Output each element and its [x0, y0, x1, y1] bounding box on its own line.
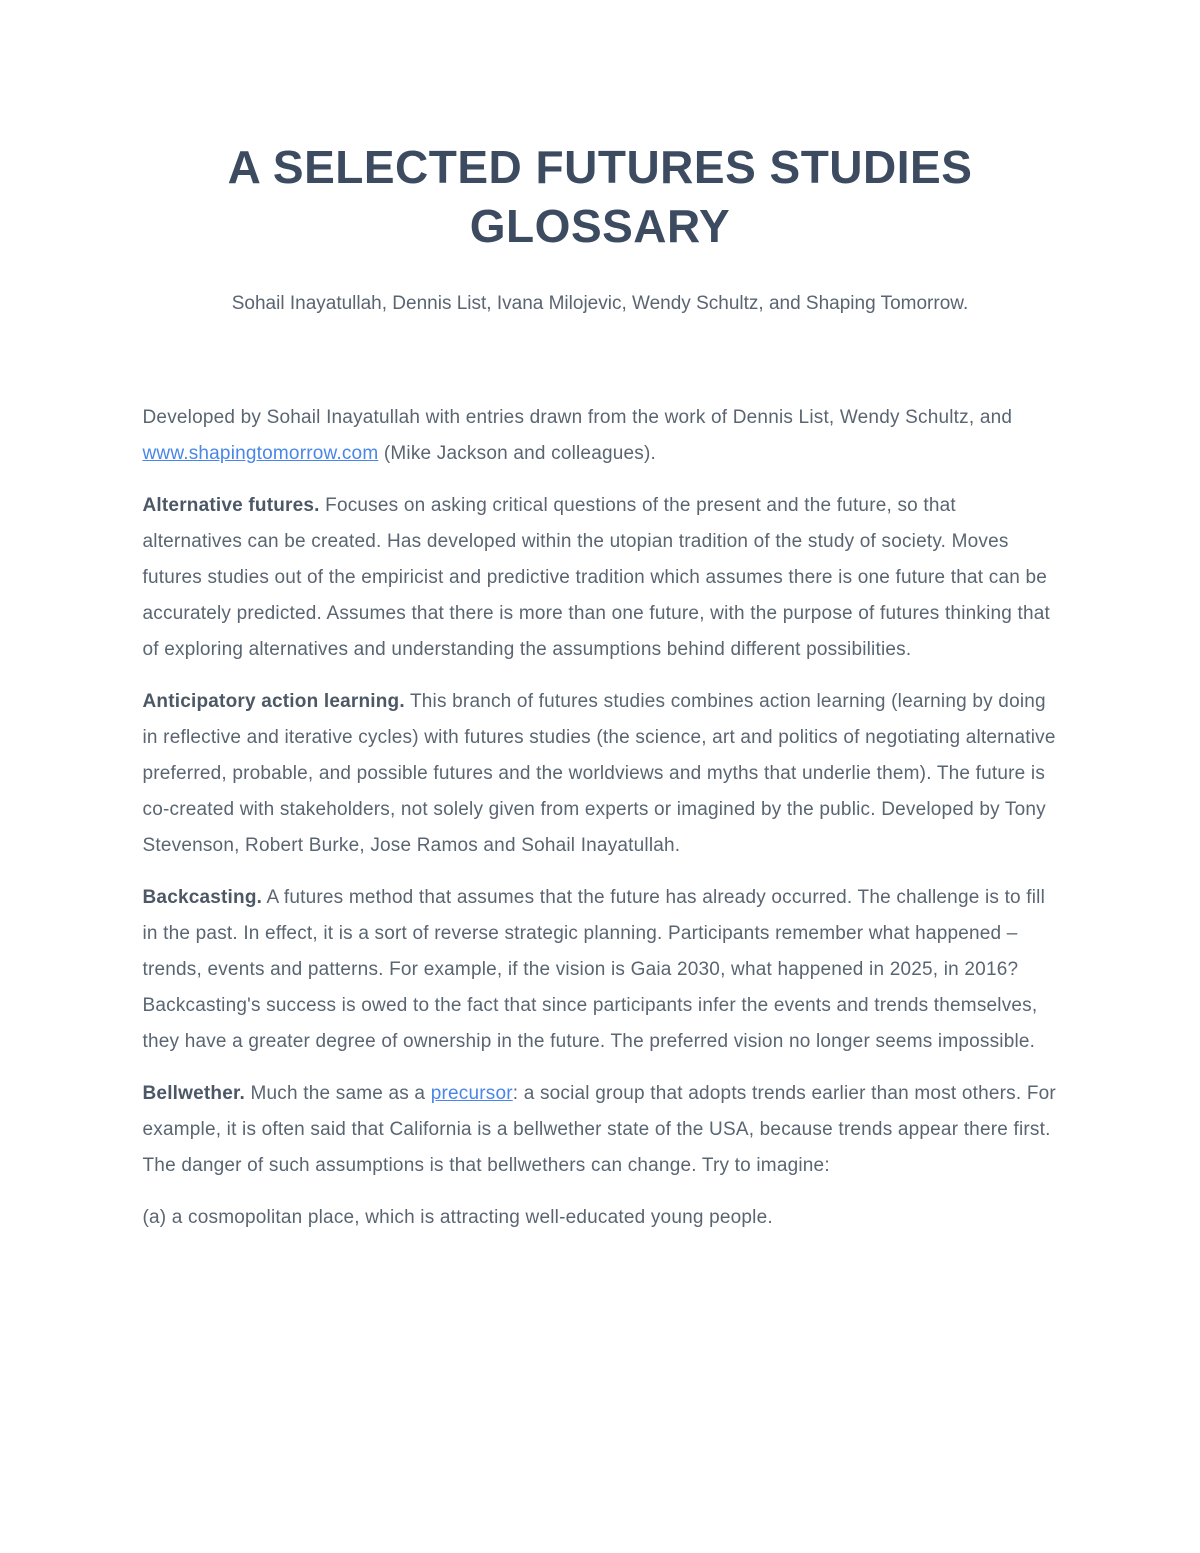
byline: Sohail Inayatullah, Dennis List, Ivana Milojevic, Wendy Schultz, and Shaping Tomorrow.: [231, 292, 969, 314]
page-title: A SELECTED FUTURES STUDIES GLOSSARY: [227, 141, 973, 252]
precursor-link[interactable]: precursor: [430, 1083, 513, 1105]
document-page: [143, 0, 1058, 1236]
glossary-entry-bellwether: [143, 1076, 1058, 1184]
shapingtomorrow-link[interactable]: www.shapingtomorrow.com: [142, 443, 379, 465]
term-alternative-futures: Alternative futures.: [142, 495, 320, 517]
text-run: : a social group that adopts trends earlier than most others. For example, it is often said that California is a bellwether state of the USA, because trends appear there first. The danger of such assumptions is that bellwethers can change. Try to imagine:: [142, 1083, 1056, 1177]
intro-paragraph: [143, 400, 1058, 472]
text-run: This branch of futures studies combines action learning (learning by doing in reflective and iterative cycles) with futures studies (the science, art and politics of negotiating alternative preferred, probable, and possible futures and the worldviews and myths that underlie them). The future is co-created with stakeholders, not solely given from experts or imagined by the public. Developed by Tony Stevenson, Robert Burke, Jose Ramos and Sohail Inayatullah.: [142, 691, 1056, 857]
term-bellwether: Bellwether.: [142, 1083, 246, 1105]
text-run: Developed by Sohail Inayatullah with entries drawn from the work of Dennis List, Wendy Schultz, and: [142, 407, 1013, 429]
glossary-entry-backcasting: [143, 880, 1058, 1060]
text-run: Much the same as a: [245, 1083, 431, 1105]
list-item-a: [143, 1200, 1058, 1236]
text-run: (a) a cosmopolitan place, which is attracting well-educated young people.: [142, 1207, 773, 1229]
term-anticipatory-action-learning: Anticipatory action learning.: [142, 691, 405, 713]
glossary-entry-anticipatory-action-learning: [143, 684, 1058, 864]
text-run: (Mike Jackson and colleagues).: [378, 443, 656, 465]
text-run: Focuses on asking critical questions of the present and the future, so that alternatives can be created. Has developed within the utopian tradition of the study of society. Moves futures studies out of the empiricist and predictive tradition which assumes there is one future that can be accurately predicted. Assumes that there is more than one future, with the purpose of futures thinking that of exploring alternatives and understanding the assumptions behind different possibilities.: [142, 495, 1051, 661]
term-backcasting: Backcasting.: [142, 887, 263, 909]
text-run: A futures method that assumes that the future has already occurred. The challenge is to fill in the past. In effect, it is a sort of reverse strategic planning. Participants remember what happened – trends, events and patterns. For example, if the vision is Gaia 2030, what happened in 2025, in 2016? Backcasting's success is owed to the fact that since participants infer the events and trends themselves, they have a greater degree of ownership in the future. The preferred vision no longer seems impossible.: [142, 887, 1046, 1053]
glossary-entry-alternative-futures: [143, 488, 1058, 668]
